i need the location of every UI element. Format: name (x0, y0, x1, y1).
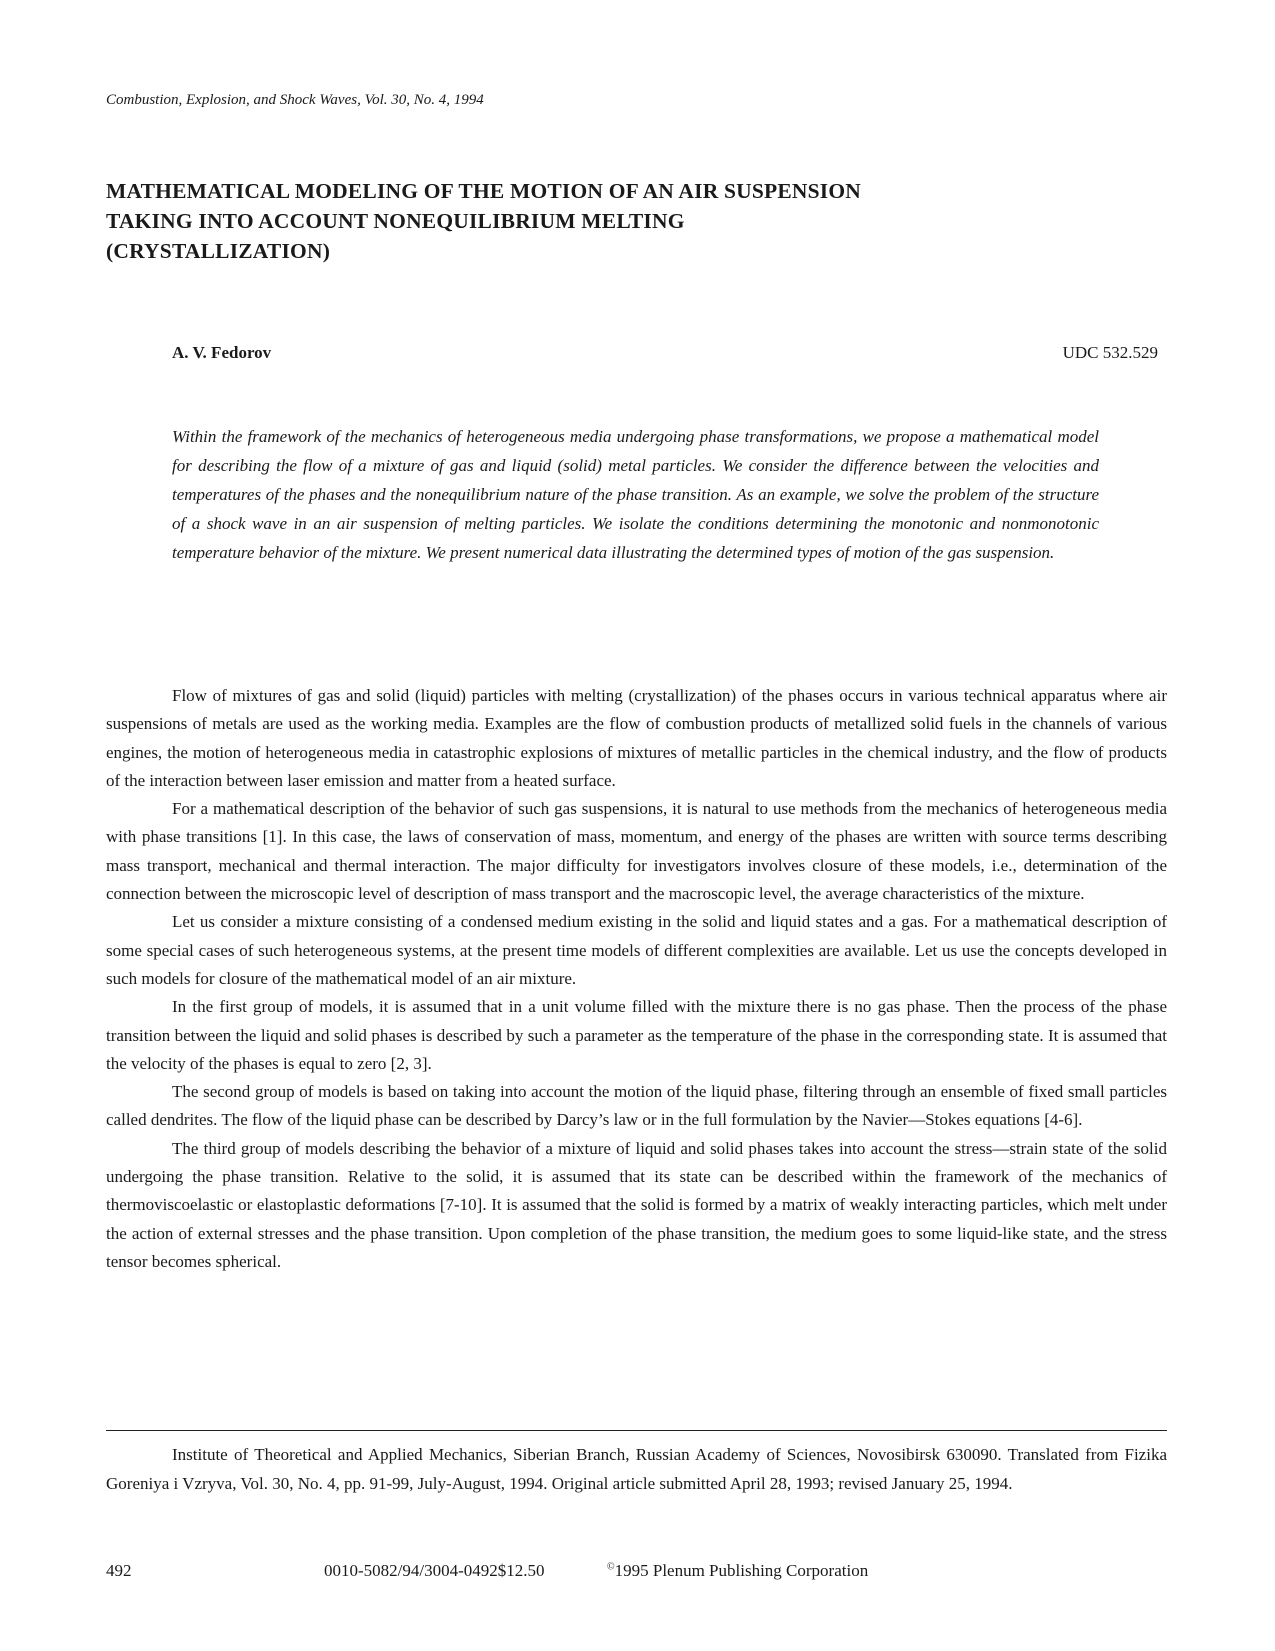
copyright-text: 1995 Plenum Publishing Corporation (614, 1561, 869, 1580)
copyright-line (607, 1561, 868, 1581)
article-title (106, 176, 1006, 266)
title-line: (CRYSTALLIZATION) (106, 239, 331, 263)
body-paragraph: In the first group of models, it is assumed that in a unit volume filled with the mixture there is no gas phase. Then the process of the phase transition between the liquid and solid phases is described by such a parameter as the temperature of the phase in the corresponding state. It is assumed that the velocity of the phases is equal to zero [2, 3]. (106, 997, 1167, 1073)
copyright-symbol: © (607, 1561, 615, 1573)
page-number: 492 (106, 1561, 132, 1580)
udc-code: UDC 532.529 (1062, 343, 1158, 362)
author-name: A. V. Fedorov (172, 343, 272, 362)
article-code: 0010-5082/94/3004-0492$12.50 (324, 1561, 545, 1580)
body-paragraph: For a mathematical description of the behavior of such gas suspensions, it is natural to use methods from the mechanics of heterogeneous media with phase transitions [1]. In this case, the laws of conservation of mass, momentum, and energy of the phases are written with source terms describing mass transport, mechanical and thermal interaction. The major difficulty for investigators involves closure of these models, i.e., determination of the connection between the microscopic level of description of mass transport and the macroscopic level, the average characteristics of the mixture. (106, 799, 1167, 904)
abstract: Within the framework of the mechanics of heterogeneous media undergoing phase transformations, we propose a mathematical model for describing the flow of a mixture of gas and liquid (solid) metal particles. We consider the difference between the velocities and temperatures of the phases and the nonequilibrium nature of the phase transition. As an example, we solve the problem of the structure of a shock wave in an air suspension of melting particles. We isolate the conditions determining the monotonic and nonmonotonic temperature behavior of the mixture. We present numerical data illustrating the determined types of motion of the gas suspension. (172, 427, 1099, 562)
body-paragraph: Let us consider a mixture consisting of a condensed medium existing in the solid and liquid states and a gas. For a mathematical description of some special cases of such heterogeneous systems, at the present time models of different complexities are available. Let us use the concepts developed in such models for closure of the mathematical model of an air mixture. (106, 912, 1167, 988)
footnote: Institute of Theoretical and Applied Mechanics, Siberian Branch, Russian Academy of Sciences, Novosibirsk 630090. Translated from Fizika Goreniya i Vzryva, Vol. 30, No. 4, pp. 91-99, July-August, 1994. Original article submitted April 28, 1993; revised January 25, 1994. (106, 1445, 1167, 1493)
title-line: MATHEMATICAL MODELING OF THE MOTION OF AN AIR SUSPENSION (106, 179, 862, 203)
body-paragraph: Flow of mixtures of gas and solid (liquid) particles with melting (crystallization) of the phases occurs in various technical apparatus where air suspensions of metals are used as the working media. Examples are the flow of combustion products of metallized solid fuels in the channels of various engines, the motion of heterogeneous media in catastrophic explosions of mixtures of metallic particles in the chemical industry, and the flow of products of the interaction between laser emission and matter from a heated surface. (106, 686, 1167, 790)
journal-header: Combustion, Explosion, and Shock Waves, Vol. 30, No. 4, 1994 (106, 92, 484, 108)
footnote-divider (106, 1430, 1167, 1431)
body-paragraph: The third group of models describing the behavior of a mixture of liquid and solid phases takes into account the stress—strain state of the solid undergoing the phase transition. Relative to the solid, it is assumed that its state can be described within the framework of the mechanics of thermoviscoelastic or elastoplastic deformations [7-10]. It is assumed that the solid is formed by a matrix of weakly interacting particles, which melt under the action of external stresses and the phase transition. Upon completion of the phase transition, the medium goes to some liquid-like state, and the stress tensor becomes spherical. (106, 1138, 1167, 1271)
body-paragraph: The second group of models is based on taking into account the motion of the liquid phase, filtering through an ensemble of fixed small particles called dendrites. The flow of the liquid phase can be described by Darcy’s law or in the full formulation by the Navier—Stokes equations [4-6]. (106, 1082, 1167, 1130)
title-line: TAKING INTO ACCOUNT NONEQUILIBRIUM MELTING (106, 209, 685, 233)
body-text (106, 682, 1167, 1276)
